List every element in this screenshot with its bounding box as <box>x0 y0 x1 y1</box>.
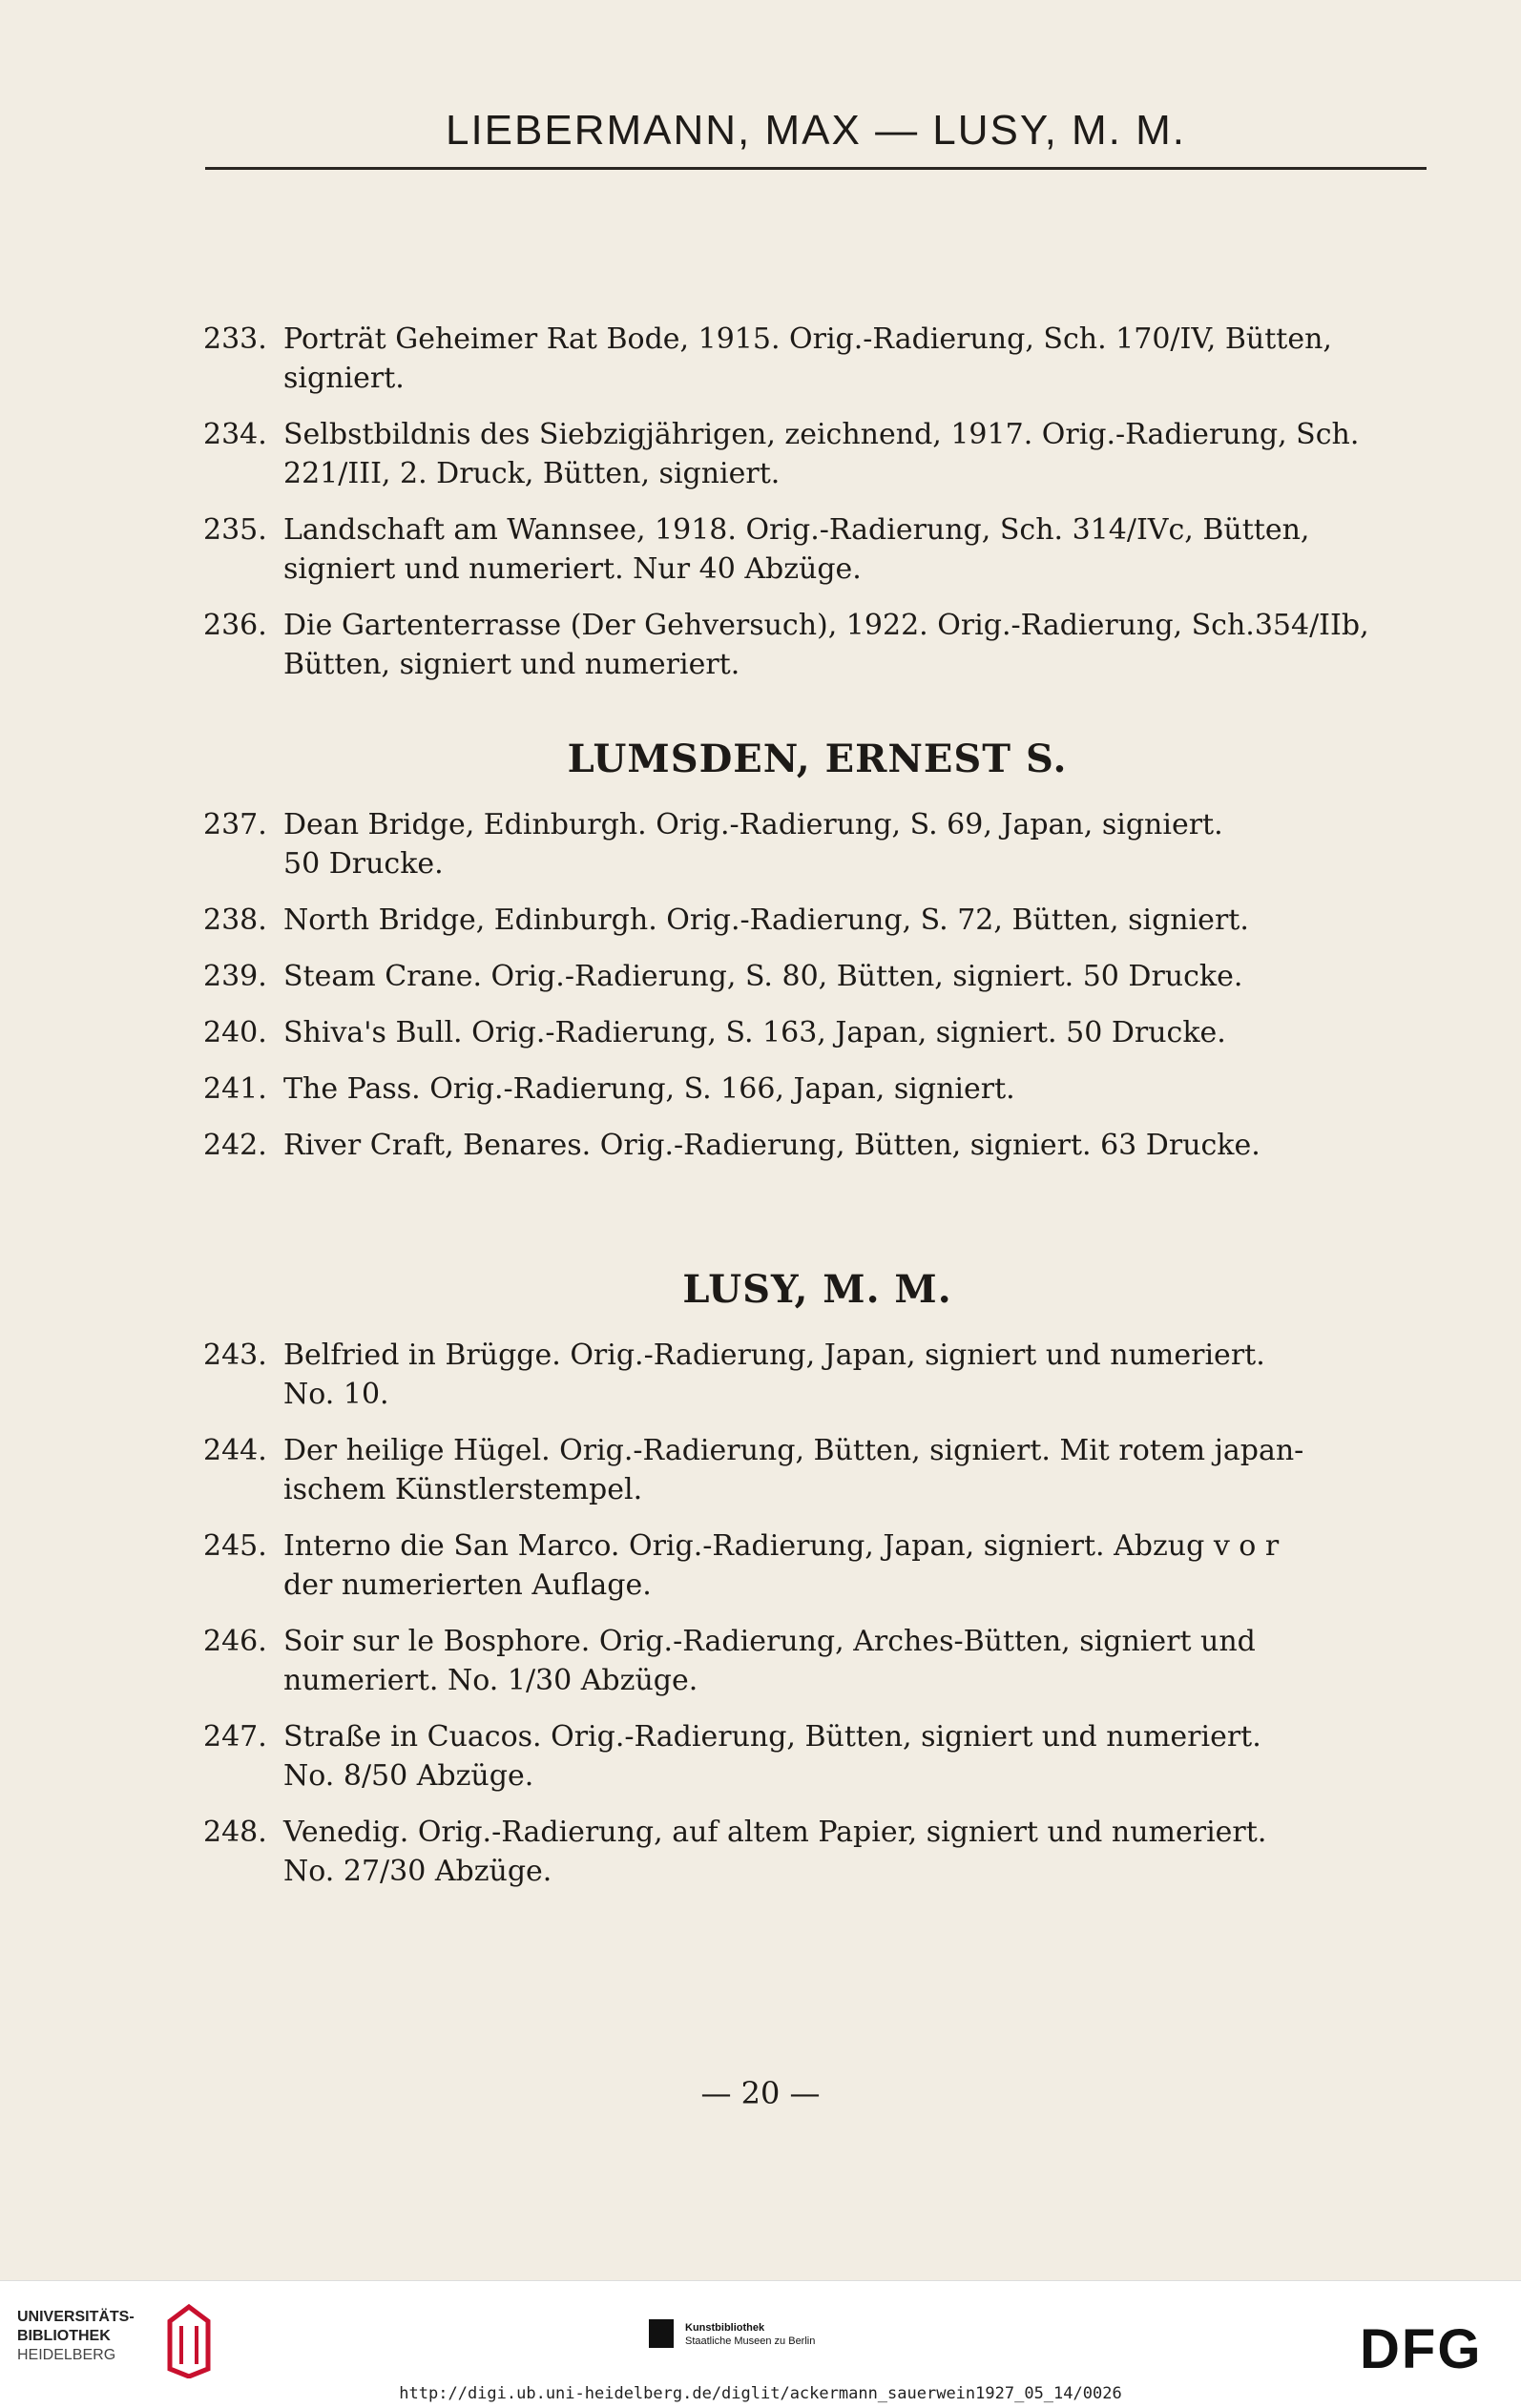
page-number: — 20 — <box>700 2075 821 2111</box>
entry-text: Belfried in Brügge. Orig.-Radierung, Japan, signiert und numeriert. <box>283 1339 1265 1372</box>
entry-continuation: signiert. <box>283 362 405 395</box>
entry-continuation: ischem Künstlerstempel. <box>283 1473 643 1506</box>
entry-number: 248. <box>203 1816 267 1849</box>
dfg-logo[interactable]: DFG <box>1360 2318 1483 2380</box>
running-head: LIEBERMANN, MAX — LUSY, M. M. <box>445 107 1186 154</box>
entry-text: Dean Bridge, Edinburgh. Orig.-Radierung, S. 69, Japan, signiert. <box>283 808 1223 841</box>
catalog-content <box>203 320 1431 1908</box>
entry-number: 239. <box>203 960 267 993</box>
catalog-entry <box>203 1717 1431 1796</box>
entry-number: 237. <box>203 808 267 841</box>
viewer-footer <box>0 2280 1521 2408</box>
permalink-url[interactable]: http://digi.ub.uni-heidelberg.de/diglit/ackermann_sauerwein1927_05_14/0026 <box>399 2384 1122 2403</box>
header-rule <box>205 167 1427 170</box>
kb-line-2: Staatliche Museen zu Berlin <box>685 2335 816 2347</box>
entry-continuation: Bütten, signiert und numeriert. <box>283 648 740 681</box>
entry-text: Die Gartenterrasse (Der Gehversuch), 1922. Orig.-Radierung, Sch.354/IIb, <box>283 609 1369 642</box>
catalog-entry <box>203 1431 1431 1509</box>
catalog-entry <box>203 1813 1431 1891</box>
artist-heading: LUSY, M. M. <box>682 1267 952 1312</box>
entry-number: 234. <box>203 418 267 451</box>
entry-number: 242. <box>203 1129 267 1162</box>
catalog-entry <box>203 1013 1431 1052</box>
entry-number: 235. <box>203 513 267 547</box>
entry-text: Der heilige Hügel. Orig.-Radierung, Bütten, signiert. Mit rotem japan- <box>283 1434 1304 1467</box>
entry-text: North Bridge, Edinburgh. Orig.-Radierung, S. 72, Bütten, signiert. <box>283 903 1249 937</box>
entry-number: 244. <box>203 1434 267 1467</box>
catalog-entry <box>203 320 1431 398</box>
entry-number: 238. <box>203 903 267 937</box>
entry-number: 247. <box>203 1720 267 1754</box>
entry-number: 236. <box>203 609 267 642</box>
catalog-entry <box>203 1069 1431 1109</box>
catalog-entry <box>203 510 1431 589</box>
entry-text: River Craft, Benares. Orig.-Radierung, Bütten, signiert. 63 Drucke. <box>283 1129 1261 1162</box>
entry-number: 241. <box>203 1072 267 1106</box>
entry-continuation: 50 Drucke. <box>283 847 444 881</box>
entry-continuation: No. 27/30 Abzüge. <box>283 1855 552 1888</box>
ub-line-3: HEIDELBERG <box>17 2347 116 2363</box>
entry-text: Venedig. Orig.-Radierung, auf altem Papier, signiert und numeriert. <box>283 1816 1267 1849</box>
entry-number: 246. <box>203 1625 267 1658</box>
entry-text: Soir sur le Bosphore. Orig.-Radierung, Arches-Bütten, signiert und <box>283 1625 1256 1658</box>
entry-text: Straße in Cuacos. Orig.-Radierung, Bütten, signiert und numeriert. <box>283 1720 1261 1754</box>
entry-text: Steam Crane. Orig.-Radierung, S. 80, Bütten, signiert. 50 Drucke. <box>283 960 1243 993</box>
catalog-entry <box>203 901 1431 940</box>
entry-number: 243. <box>203 1339 267 1372</box>
catalog-entry <box>203 957 1431 996</box>
entry-text: The Pass. Orig.-Radierung, S. 166, Japan, signiert. <box>283 1072 1015 1106</box>
entry-text: Landschaft am Wannsee, 1918. Orig.-Radierung, Sch. 314/IVc, Bütten, <box>283 513 1310 547</box>
entry-text: Shiva's Bull. Orig.-Radierung, S. 163, Japan, signiert. 50 Drucke. <box>283 1016 1226 1049</box>
catalog-entry <box>203 805 1431 883</box>
entry-continuation: No. 8/50 Abzüge. <box>283 1759 534 1793</box>
entry-text: Interno die San Marco. Orig.-Radierung, Japan, signiert. Abzug v o r <box>283 1529 1280 1563</box>
ub-emblem-icon <box>160 2302 218 2378</box>
ub-line-1: UNIVERSITÄTS- <box>17 2309 135 2325</box>
entry-continuation: signiert und numeriert. Nur 40 Abzüge. <box>283 552 862 586</box>
ub-line-2: BIBLIOTHEK <box>17 2328 111 2344</box>
catalog-entry <box>203 415 1431 493</box>
entry-continuation: 221/III, 2. Druck, Bütten, signiert. <box>283 457 781 490</box>
entry-number: 233. <box>203 322 267 356</box>
entry-continuation: No. 10. <box>283 1378 389 1411</box>
ub-heidelberg-logo[interactable] <box>17 2308 218 2384</box>
catalog-entry <box>203 606 1431 684</box>
entry-text: Selbstbildnis des Siebzigjährigen, zeichnend, 1917. Orig.-Radierung, Sch. <box>283 418 1360 451</box>
artist-heading: LUMSDEN, ERNEST S. <box>567 737 1068 781</box>
catalog-entry <box>203 1336 1431 1414</box>
entry-text: Porträt Geheimer Rat Bode, 1915. Orig.-Radierung, Sch. 170/IV, Bütten, <box>283 322 1332 356</box>
entry-continuation: numeriert. No. 1/30 Abzüge. <box>283 1664 698 1697</box>
entry-number: 240. <box>203 1016 267 1049</box>
catalog-entry <box>203 1526 1431 1605</box>
kunstbibliothek-logo[interactable] <box>649 2308 897 2365</box>
kb-line-1: Kunstbibliothek <box>685 2322 765 2334</box>
kunstbibliothek-mark-icon <box>649 2319 674 2348</box>
entry-number: 245. <box>203 1529 267 1563</box>
entry-continuation: der numerierten Auflage. <box>283 1568 652 1602</box>
catalog-entry <box>203 1126 1431 1165</box>
catalog-entry <box>203 1622 1431 1700</box>
